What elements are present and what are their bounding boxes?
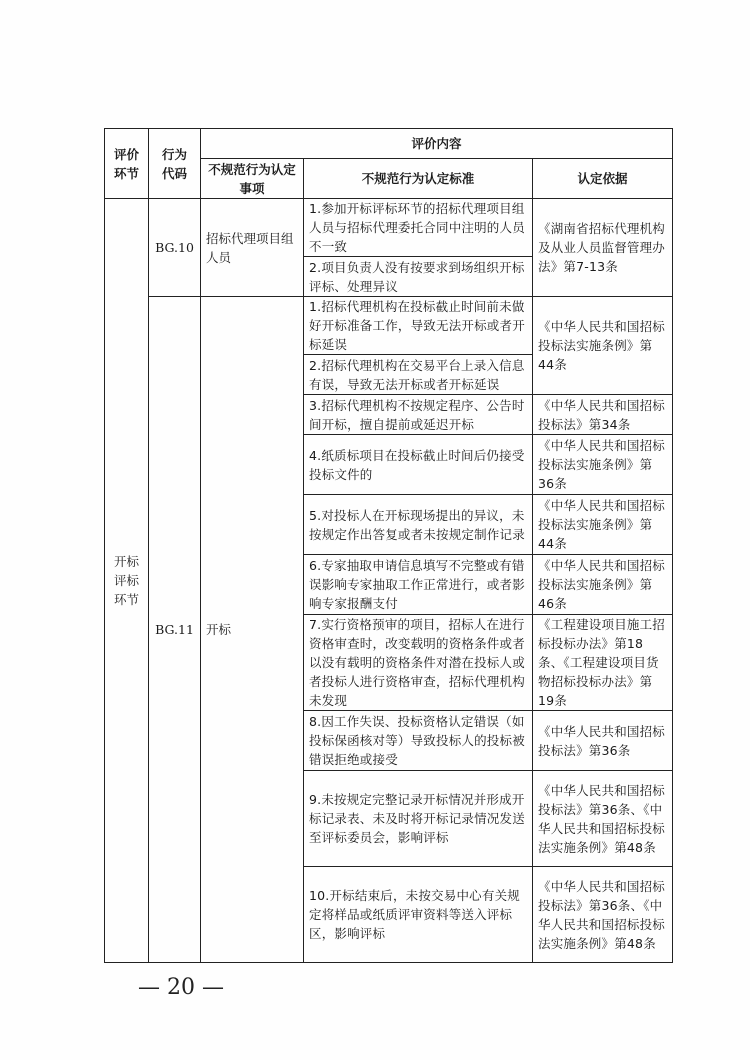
standard-bg11-3: 3.招标代理机构不按规定程序、公告时间开标，擅自提前或延迟开标 <box>304 395 533 435</box>
standard-bg11-7: 7.实行资格预审的项目，招标人在进行资格审查时，改变载明的资格条件或者以没有载明的资格条件对潜在投标人或者投标人进行资格审查，招标代理机构未发现 <box>304 615 533 711</box>
standard-bg10-1: 1.参加开标评标环节的招标代理项目组人员与招标代理委托合同中注明的人员不一致 <box>304 199 533 257</box>
standard-bg11-8: 8.因工作失误、投标资格认定错误（如投标保函核对等）导致投标人的投标被错误拒绝或接受 <box>304 711 533 771</box>
standard-bg11-6: 6.专家抽取申请信息填写不完整或有错误影响专家抽取工作正常进行，或者影响专家报酬支付 <box>304 555 533 615</box>
basis-bg10: 《湖南省招标代理机构及从业人员监督管理办法》第7-13条 <box>533 199 673 297</box>
code-bg11: BG.11 <box>149 297 201 963</box>
item-bg11: 开标 <box>201 297 304 963</box>
evaluation-table <box>104 128 673 963</box>
header-item: 不规范行为认定事项 <box>201 159 304 199</box>
header-basis: 认定依据 <box>533 159 673 199</box>
basis-bg11-6: 《中华人民共和国招标投标法实施条例》第46条 <box>533 555 673 615</box>
code-bg10: BG.10 <box>149 199 201 297</box>
page-number: — 20 — <box>138 975 224 1000</box>
basis-bg11-4: 《中华人民共和国招标投标法实施条例》第36条 <box>533 435 673 495</box>
stage-cell: 开标 评标 环节 <box>105 199 149 963</box>
item-bg10: 招标代理项目组人员 <box>201 199 304 297</box>
standard-bg11-9: 9.未按规定完整记录开标情况并形成开标记录表、未及时将开标记录情况发送至评标委员会，影响评标 <box>304 771 533 867</box>
standard-bg11-10: 10.开标结束后，未按交易中心有关规定将样品或纸质评审资料等送入评标区，影响评标 <box>304 867 533 963</box>
basis-bg11-7: 《工程建设项目施工招标投标办法》第18条、《工程建设项目货物招标投标办法》第19条 <box>533 615 673 711</box>
standard-bg11-5: 5.对投标人在开标现场提出的异议，未按规定作出答复或者未按规定制作记录 <box>304 495 533 555</box>
standard-bg11-1: 1.招标代理机构在投标截止时间前未做好开标准备工作，导致无法开标或者开标延误 <box>304 297 533 355</box>
basis-bg11-10: 《中华人民共和国招标投标法》第36条、《中华人民共和国招标投标法实施条例》第48条 <box>533 867 673 963</box>
standard-bg11-4: 4.纸质标项目在投标截止时间后仍接受投标文件的 <box>304 435 533 495</box>
basis-bg11-1: 《中华人民共和国招标投标法实施条例》第44条 <box>533 297 673 395</box>
standard-bg11-2: 2.招标代理机构在交易平台上录入信息有误，导致无法开标或者开标延误 <box>304 355 533 395</box>
basis-bg11-8: 《中华人民共和国招标投标法》第36条 <box>533 711 673 771</box>
header-content: 评价内容 <box>201 129 673 159</box>
basis-bg11-9: 《中华人民共和国招标投标法》第36条、《中华人民共和国招标投标法实施条例》第48条 <box>533 771 673 867</box>
basis-bg11-5: 《中华人民共和国招标投标法实施条例》第44条 <box>533 495 673 555</box>
header-stage: 评价 环节 <box>105 129 149 199</box>
basis-bg11-3: 《中华人民共和国招标投标法》第34条 <box>533 395 673 435</box>
standard-bg10-2: 2.项目负责人没有按要求到场组织开标评标、处理异议 <box>304 257 533 297</box>
header-code: 行为 代码 <box>149 129 201 199</box>
header-standard: 不规范行为认定标准 <box>304 159 533 199</box>
